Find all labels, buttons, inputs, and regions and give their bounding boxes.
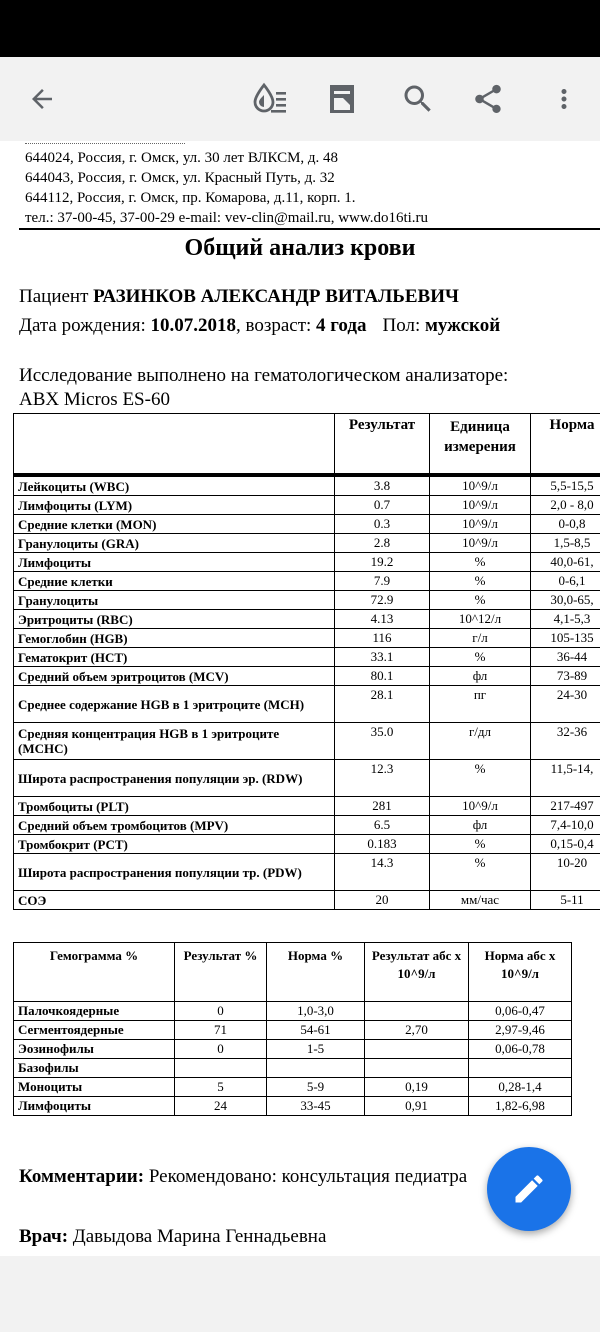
app-bar xyxy=(0,57,600,141)
table-header-row xyxy=(14,414,600,474)
column-header: Единица измерения xyxy=(430,414,531,474)
unit-value: пг xyxy=(430,686,531,723)
result-value: 7.9 xyxy=(335,572,430,591)
table-row xyxy=(14,891,600,910)
comment-line xyxy=(19,1166,467,1188)
reading-mode-button[interactable] xyxy=(246,75,294,123)
share-icon xyxy=(471,82,505,116)
table-row xyxy=(14,476,600,496)
analyte-name: СОЭ xyxy=(14,891,335,910)
table-row xyxy=(14,1059,572,1078)
search-button[interactable] xyxy=(394,75,442,123)
analyte-name: Широта распространения популяции эр. (RDW) xyxy=(14,760,335,797)
norm-value: 5-11 xyxy=(531,891,600,910)
address-line: 644043, Россия, г. Омск, ул. Красный Путь, д. 32 xyxy=(25,170,335,186)
patient-line: Пациент РАЗИНКОВ АЛЕКСАНДР ВИТАЛЬЕВИЧ xyxy=(19,286,459,307)
unit-value: 10^9/л xyxy=(430,476,531,496)
norm-value: 32-36 xyxy=(531,723,600,760)
unit-value: 10^9/л xyxy=(430,797,531,816)
reading-mode-icon xyxy=(250,79,290,119)
result-value: 0.7 xyxy=(335,496,430,515)
hemogram-table xyxy=(13,942,572,1116)
result-value: 0.183 xyxy=(335,835,430,854)
document-title: Общий анализ крови xyxy=(184,235,416,261)
unit-value: г/дл xyxy=(430,723,531,760)
result-value: 2.8 xyxy=(335,534,430,553)
norm-value: 2,0 - 8,0 xyxy=(531,496,600,515)
doctor-name: Давыдова Марина Геннадьевна xyxy=(68,1226,327,1247)
norm-value: 40,0-61, xyxy=(531,553,600,572)
analyte-name: Гематокрит (HCT) xyxy=(14,648,335,667)
table-row xyxy=(14,610,600,629)
cell-type: Сегментоядерные xyxy=(14,1021,175,1040)
unit-value: % xyxy=(430,760,531,797)
norm-value: 10-20 xyxy=(531,854,600,891)
result-value: 116 xyxy=(335,629,430,648)
table-row xyxy=(14,496,600,515)
column-header: Результат xyxy=(335,414,430,474)
status-bar xyxy=(0,0,600,57)
table-row xyxy=(14,1002,572,1021)
analyte-name: Средние клетки (MON) xyxy=(14,515,335,534)
analyte-name: Эритроциты (RBC) xyxy=(14,610,335,629)
birth-date: 10.07.2018 xyxy=(150,315,236,336)
unit-value: % xyxy=(430,591,531,610)
result-value: 3.8 xyxy=(335,476,430,496)
analyte-name: Средние клетки xyxy=(14,572,335,591)
unit-value: % xyxy=(430,648,531,667)
header-divider xyxy=(19,228,600,230)
table-row xyxy=(14,1078,572,1097)
result-value: 12.3 xyxy=(335,760,430,797)
unit-value: % xyxy=(430,553,531,572)
more-vert-icon xyxy=(549,84,579,114)
table-row xyxy=(14,797,600,816)
table-row xyxy=(14,591,600,610)
analyte-name: Лимфоциты xyxy=(14,553,335,572)
analyte-name: Средняя концентрация HGB в 1 эритроците (MCHC) xyxy=(14,723,335,760)
table-row xyxy=(14,816,600,835)
norm-abs: 1,82-6,98 xyxy=(469,1097,572,1116)
result-abs xyxy=(365,1059,469,1078)
analyte-name: Средний объем тромбоцитов (MPV) xyxy=(14,816,335,835)
edit-fab-button[interactable] xyxy=(487,1147,571,1231)
table-row xyxy=(14,723,600,760)
result-percent: 0 xyxy=(175,1002,267,1021)
unit-value: г/л xyxy=(430,629,531,648)
analyte-name: Тромбоциты (PLT) xyxy=(14,797,335,816)
cell-type: Моноциты xyxy=(14,1078,175,1097)
norm-percent: 1,0-3,0 xyxy=(267,1002,365,1021)
table-header-row xyxy=(14,943,572,1002)
norm-abs: 0,06-0,78 xyxy=(469,1040,572,1059)
dob-line: Дата рождения: 10.07.2018, возраст: 4 года Пол: мужской xyxy=(19,315,501,336)
result-abs: 0,19 xyxy=(365,1078,469,1097)
norm-value: 0,15-0,4 xyxy=(531,835,600,854)
address-line: 644112, Россия, г. Омск, пр. Комарова, д.11, корп. 1. xyxy=(25,190,356,206)
address-line: 644024, Россия, г. Омск, ул. 30 лет ВЛКСМ, д. 48 xyxy=(25,150,339,166)
back-button[interactable] xyxy=(18,75,66,123)
norm-percent: 33-45 xyxy=(267,1097,365,1116)
table-row xyxy=(14,534,600,553)
unit-value: % xyxy=(430,854,531,891)
norm-value: 24-30 xyxy=(531,686,600,723)
column-header: Результат % xyxy=(175,943,267,1002)
unit-value: 10^9/л xyxy=(430,534,531,553)
result-value: 19.2 xyxy=(335,553,430,572)
norm-value: 36-44 xyxy=(531,648,600,667)
result-percent: 71 xyxy=(175,1021,267,1040)
cell-type: Палочкоядерные xyxy=(14,1002,175,1021)
norm-value: 30,0-65, xyxy=(531,591,600,610)
norm-value: 1,5-8,5 xyxy=(531,534,600,553)
doctor-label: Врач: xyxy=(19,1226,69,1247)
result-value: 0.3 xyxy=(335,515,430,534)
patient-name: РАЗИНКОВ АЛЕКСАНДР ВИТАЛЬЕВИЧ xyxy=(93,286,459,307)
norm-abs: 2,97-9,46 xyxy=(469,1021,572,1040)
table-row xyxy=(14,648,600,667)
table-row xyxy=(14,1040,572,1059)
analyte-name: Широта распространения популяции тр. (PDW) xyxy=(14,854,335,891)
blood-results-table xyxy=(13,413,600,910)
result-abs: 0,91 xyxy=(365,1097,469,1116)
table-row xyxy=(14,835,600,854)
norm-value: 7,4-10,0 xyxy=(531,816,600,835)
cut-off-line xyxy=(25,141,185,144)
table-row xyxy=(14,1021,572,1040)
document-icon xyxy=(325,82,359,116)
result-abs: 2,70 xyxy=(365,1021,469,1040)
sex-value: мужской xyxy=(424,315,501,336)
result-value: 6.5 xyxy=(335,816,430,835)
document-page[interactable] xyxy=(0,141,600,1256)
norm-value: 0-6,1 xyxy=(531,572,600,591)
result-value: 33.1 xyxy=(335,648,430,667)
contact-line: тел.: 37-00-45, 37-00-29 e-mail: vev-clin@mail.ru, www.do16ti.ru xyxy=(25,210,429,226)
unit-value: фл xyxy=(430,816,531,835)
unit-value: 10^9/л xyxy=(430,496,531,515)
cell-type: Базофилы xyxy=(14,1059,175,1078)
result-value: 35.0 xyxy=(335,723,430,760)
norm-value: 105-135 xyxy=(531,629,600,648)
result-value: 14.3 xyxy=(335,854,430,891)
result-value: 281 xyxy=(335,797,430,816)
unit-value: % xyxy=(430,572,531,591)
column-header xyxy=(14,414,335,474)
norm-percent: 5-9 xyxy=(267,1078,365,1097)
norm-percent: 1-5 xyxy=(267,1040,365,1059)
share-button[interactable] xyxy=(464,75,512,123)
result-percent: 5 xyxy=(175,1078,267,1097)
column-header: Результат абс х 10^9/л xyxy=(365,943,469,1002)
unit-value: 10^9/л xyxy=(430,515,531,534)
cell-type: Эозинофилы xyxy=(14,1040,175,1059)
table-row xyxy=(14,854,600,891)
analyzer-line: Исследование выполнено на гематологическом анализаторе: xyxy=(19,365,509,386)
result-value: 72.9 xyxy=(335,591,430,610)
norm-value: 11,5-14, xyxy=(531,760,600,797)
result-percent: 24 xyxy=(175,1097,267,1116)
unit-value: 10^12/л xyxy=(430,610,531,629)
back-arrow-icon xyxy=(27,84,57,114)
norm-abs: 0,28-1,4 xyxy=(469,1078,572,1097)
norm-value: 73-89 xyxy=(531,667,600,686)
norm-percent xyxy=(267,1059,365,1078)
column-header: Норма xyxy=(531,414,600,474)
page-view-button[interactable] xyxy=(318,75,366,123)
analyte-name: Гранулоциты xyxy=(14,591,335,610)
norm-percent: 54-61 xyxy=(267,1021,365,1040)
result-percent xyxy=(175,1059,267,1078)
unit-value: % xyxy=(430,835,531,854)
norm-value: 4,1-5,3 xyxy=(531,610,600,629)
result-percent: 0 xyxy=(175,1040,267,1059)
analyte-name: Средний объем эритроцитов (MCV) xyxy=(14,667,335,686)
column-header: Гемограмма % xyxy=(14,943,175,1002)
result-value: 4.13 xyxy=(335,610,430,629)
norm-abs: 0,06-0,47 xyxy=(469,1002,572,1021)
table-row xyxy=(14,667,600,686)
column-header: Норма абс х 10^9/л xyxy=(469,943,572,1002)
table-row xyxy=(14,1097,572,1116)
table-row xyxy=(14,515,600,534)
table-row xyxy=(14,686,600,723)
norm-value: 217-497 xyxy=(531,797,600,816)
edit-pencil-icon xyxy=(511,1171,547,1207)
result-value: 20 xyxy=(335,891,430,910)
analyte-name: Гранулоциты (GRA) xyxy=(14,534,335,553)
result-value: 80.1 xyxy=(335,667,430,686)
analyte-name: Лимфоциты (LYM) xyxy=(14,496,335,515)
norm-value: 0-0,8 xyxy=(531,515,600,534)
analyte-name: Тромбокрит (PCT) xyxy=(14,835,335,854)
norm-abs xyxy=(469,1059,572,1078)
result-abs xyxy=(365,1040,469,1059)
norm-value: 5,5-15,5 xyxy=(531,476,600,496)
result-abs xyxy=(365,1002,469,1021)
analyzer-model: ABX Micros ES-60 xyxy=(19,389,170,410)
analyte-name: Гемоглобин (HGB) xyxy=(14,629,335,648)
unit-value: фл xyxy=(430,667,531,686)
comment-text: Рекомендовано: консультация педиатра xyxy=(144,1166,468,1187)
cell-type: Лимфоциты xyxy=(14,1097,175,1116)
analyte-name: Лейкоциты (WBC) xyxy=(14,476,335,496)
table-row xyxy=(14,572,600,591)
comment-label: Комментарии: xyxy=(19,1166,145,1187)
search-icon xyxy=(400,81,436,117)
table-row xyxy=(14,760,600,797)
more-options-button[interactable] xyxy=(540,75,588,123)
column-header: Норма % xyxy=(267,943,365,1002)
table-row xyxy=(14,629,600,648)
result-value: 28.1 xyxy=(335,686,430,723)
age-value: 4 года xyxy=(316,315,367,336)
unit-value: мм/час xyxy=(430,891,531,910)
table-row xyxy=(14,553,600,572)
analyte-name: Среднее содержание HGB в 1 эритроците (MCH) xyxy=(14,686,335,723)
doctor-line xyxy=(19,1226,326,1248)
